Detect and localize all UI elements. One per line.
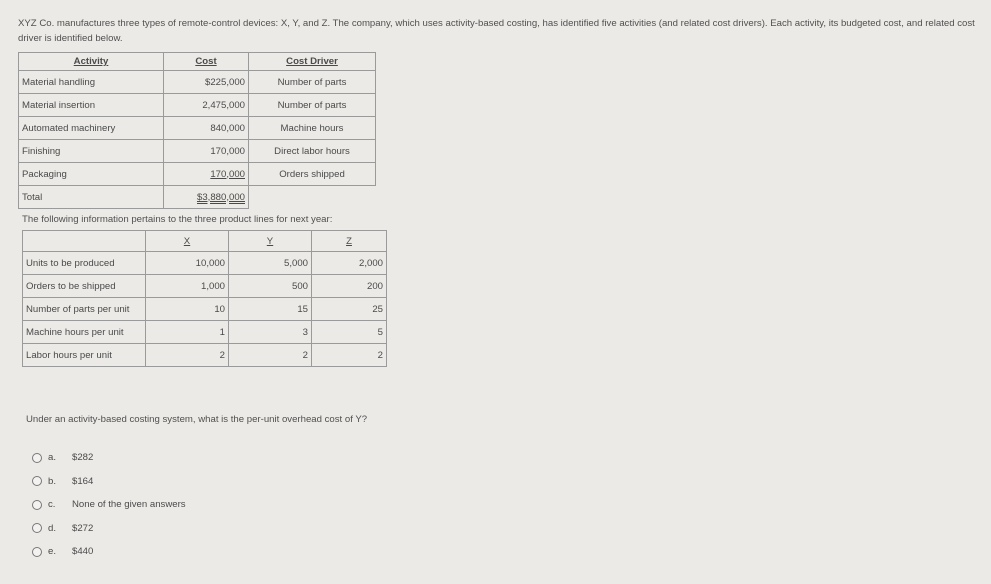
activity-cost-table xyxy=(18,52,376,209)
value-y: 2 xyxy=(229,344,312,367)
question-text: Under an activity-based costing system, what is the per-unit overhead cost of Y? xyxy=(26,414,368,425)
activity-cell: Automated machinery xyxy=(19,117,164,140)
table-row xyxy=(19,163,376,186)
radio-button-icon[interactable] xyxy=(32,500,42,510)
activity-cell: Material insertion xyxy=(19,94,164,117)
answer-options xyxy=(32,446,186,564)
col-header-activity: Activity xyxy=(19,53,164,71)
cost-cell: 170,000 xyxy=(164,140,249,163)
intro-text: XYZ Co. manufactures three types of remote-control devices: X, Y, and Z. The company, which uses activity-based costing, has identified five activities (and related cost drivers). Each activity, its budgeted cost, and related cost driver is identified below. xyxy=(18,18,975,44)
option-b[interactable] xyxy=(32,470,186,494)
radio-button-icon[interactable] xyxy=(32,547,42,557)
option-c[interactable] xyxy=(32,493,186,517)
row-label: Number of parts per unit xyxy=(23,298,146,321)
value-y: 15 xyxy=(229,298,312,321)
total-row xyxy=(19,186,376,209)
activity-cell: Finishing xyxy=(19,140,164,163)
driver-cell: Number of parts xyxy=(249,94,376,117)
option-d[interactable] xyxy=(32,517,186,541)
row-label: Orders to be shipped xyxy=(23,275,146,298)
col-header-cost-driver: Cost Driver xyxy=(249,53,376,71)
col-header-cost: Cost xyxy=(164,53,249,71)
table-row xyxy=(23,252,387,275)
cost-cell: 170,000 xyxy=(210,168,245,180)
driver-cell: Machine hours xyxy=(249,117,376,140)
table-row xyxy=(23,298,387,321)
cost-cell: $225,000 xyxy=(164,71,249,94)
value-z: 2,000 xyxy=(312,252,387,275)
value-x: 10 xyxy=(146,298,229,321)
option-letter: e. xyxy=(48,546,57,558)
table-row xyxy=(19,140,376,163)
product-info-intro: The following information pertains to the three product lines for next year: xyxy=(22,214,333,225)
driver-cell: Direct labor hours xyxy=(249,140,376,163)
table-row xyxy=(23,321,387,344)
option-e[interactable] xyxy=(32,540,186,564)
total-value: $3,880,000 xyxy=(196,191,245,203)
radio-button-icon[interactable] xyxy=(32,453,42,463)
option-text: $272 xyxy=(72,522,94,534)
driver-cell: Orders shipped xyxy=(249,163,376,186)
option-text: $440 xyxy=(72,546,94,558)
activity-cell: Material handling xyxy=(19,71,164,94)
cost-cell: 2,475,000 xyxy=(164,94,249,117)
activity-cell: Packaging xyxy=(19,163,164,186)
row-label: Labor hours per unit xyxy=(23,344,146,367)
product-lines-table xyxy=(22,230,387,367)
value-z: 5 xyxy=(312,321,387,344)
value-y: 3 xyxy=(229,321,312,344)
value-x: 10,000 xyxy=(146,252,229,275)
option-text: $282 xyxy=(72,452,94,464)
col-header-x: X xyxy=(146,231,229,252)
row-label: Machine hours per unit xyxy=(23,321,146,344)
table-row xyxy=(19,94,376,117)
table-row xyxy=(19,117,376,140)
radio-button-icon[interactable] xyxy=(32,476,42,486)
value-y: 500 xyxy=(229,275,312,298)
value-y: 5,000 xyxy=(229,252,312,275)
table-row xyxy=(23,344,387,367)
row-label: Units to be produced xyxy=(23,252,146,275)
option-text: None of the given answers xyxy=(72,499,186,511)
option-letter: a. xyxy=(48,452,57,464)
radio-button-icon[interactable] xyxy=(32,523,42,533)
option-text: $164 xyxy=(72,475,94,487)
value-x: 1,000 xyxy=(146,275,229,298)
option-a[interactable] xyxy=(32,446,186,470)
total-label: Total xyxy=(19,186,164,209)
col-header-z: Z xyxy=(312,231,387,252)
cost-cell: 840,000 xyxy=(164,117,249,140)
table-row xyxy=(19,71,376,94)
value-z: 25 xyxy=(312,298,387,321)
option-letter: c. xyxy=(48,499,56,511)
option-letter: d. xyxy=(48,522,57,534)
value-x: 2 xyxy=(146,344,229,367)
col-header-y: Y xyxy=(229,231,312,252)
value-z: 200 xyxy=(312,275,387,298)
table-row xyxy=(23,275,387,298)
driver-cell: Number of parts xyxy=(249,71,376,94)
value-z: 2 xyxy=(312,344,387,367)
value-x: 1 xyxy=(146,321,229,344)
option-letter: b. xyxy=(48,475,57,487)
